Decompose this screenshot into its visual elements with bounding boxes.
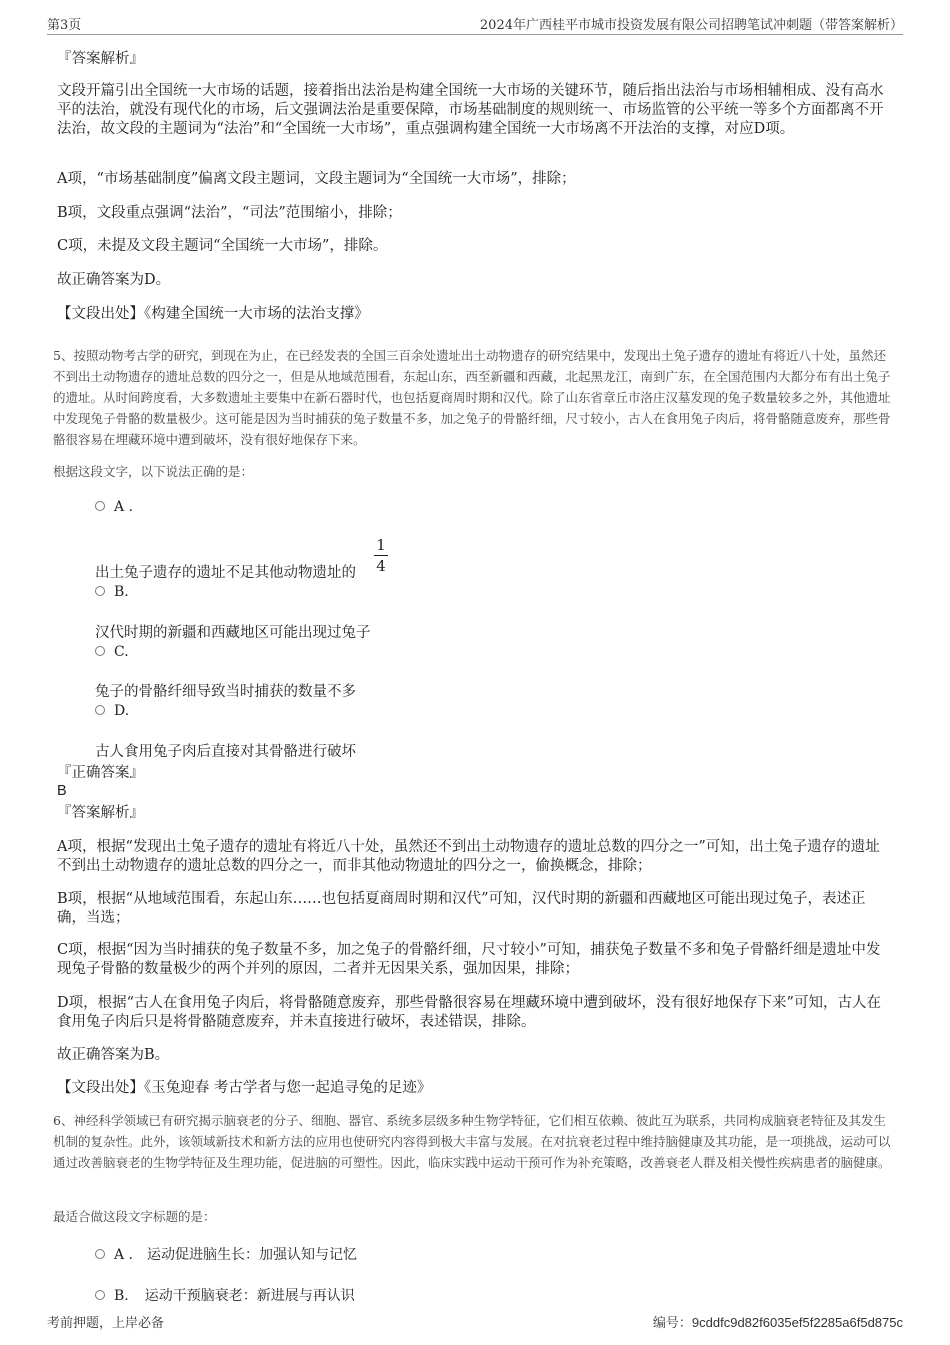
q5-analysis-a: A项，根据“发现出土兔子遗存的遗址有将近八十处，虽然还不到出土动物遗存的遗址总数的四分之一”可知，出土兔子遗存的遗址不到出土动物遗存的遗址总数的四分之一，而非其他动物遗址的四分之一，偷换概念，排除；	[57, 839, 880, 874]
q4-analysis-b: B项，文段重点强调“法治”，“司法”范围缩小，排除；	[57, 205, 402, 221]
document-code	[653, 1312, 903, 1331]
page-header	[47, 14, 903, 35]
option-letter: A .	[114, 499, 134, 515]
q5-option-b-text: 汉代时期的新疆和西藏地区可能出现过兔子	[95, 625, 371, 641]
code-label: 编号：	[652, 1316, 692, 1331]
q4-source: 【文段出处】《构建全国统一大市场的法治支撑》	[57, 306, 369, 322]
q5-analysis-c: C项，根据“因为当时捕获的兔子数量不多，加之兔子的骨骼纤细，尺寸较小”可知，捕获兔子数量不多和兔子骨骼纤细是遗址中发现兔子骨骼的数量极少的两个并列的原因，二者并无因果关系，强加因果，排除；	[57, 942, 881, 977]
q6-option-b-text: 运动干预脑衰老：新进展与再认识	[144, 1288, 355, 1304]
q6-option-a-text: 运动促进脑生长：加强认知与记忆	[147, 1247, 358, 1263]
q5-conclusion: 故正确答案为B。	[57, 1047, 170, 1063]
option-letter: B.	[114, 584, 129, 600]
q4-analysis-a: A项，“市场基础制度”偏离文段主题词，文段主题词为“全国统一大市场”，排除；	[57, 171, 576, 187]
q5-analysis-label: 『答案解析』	[57, 805, 144, 821]
q5-option-b[interactable]	[95, 584, 129, 600]
option-letter: B.	[114, 1288, 129, 1304]
radio-icon[interactable]	[95, 646, 105, 656]
q5-answer: B	[57, 783, 67, 799]
q5-stem: 5、按照动物考古学的研究，到现在为止，在已经发表的全国三百余处遗址出土动物遗存的研究结果中，发现出土兔子遗存的遗址有将近八十处，虽然还不到出土动物遗存的遗址总数的四分之一，但是从地域范围看，东起山东，西至新疆和西藏，北起黑龙江，南到广东，在全国范围内大都分布有出土兔子的遗址。从时间跨度看，大多数遗址主要集中在新石器时代，也包括夏商周时期和汉代。除了山东省章丘市洛庄汉墓发现的兔子数量较多之外，其他遗址中发现兔子骨骼的数量极少。这可能是因为当时捕获的兔子数量不多，加之兔子的骨骼纤细，尺寸较小，古人在食用兔子肉后，将骨骼随意废弃，那些骨骼很容易在埋藏环境中遭到破坏，没有很好地保存下来。	[53, 348, 891, 447]
radio-icon[interactable]	[95, 705, 105, 715]
option-letter: D.	[114, 703, 130, 719]
radio-icon[interactable]	[95, 1290, 105, 1300]
q6-option-b[interactable]	[95, 1285, 355, 1305]
code-value: 9cddfc9d82f6035ef5f2285a6f5d875c	[691, 1315, 903, 1330]
page-number: 第3页	[47, 18, 82, 33]
q5-option-d[interactable]	[95, 703, 129, 719]
q4-conclusion: 故正确答案为D。	[57, 272, 171, 288]
q4-analysis-c: C项，未提及文段主题词“全国统一大市场”，排除。	[57, 238, 388, 254]
radio-icon[interactable]	[95, 501, 105, 511]
footer-slogan: 考前押题，上岸必备	[47, 1316, 165, 1331]
q5-answer-label: 『正确答案』	[57, 765, 144, 781]
q5-prompt: 根据这段文字，以下说法正确的是：	[53, 464, 254, 479]
radio-icon[interactable]	[95, 586, 105, 596]
q5-option-d-text: 古人食用兔子肉后直接对其骨骼进行破坏	[95, 744, 356, 760]
fraction-one-quarter	[374, 536, 388, 575]
q5-analysis-b: B项，根据“从地域范围看，东起山东……也包括夏商周时期和汉代”可知，汉代时期的新疆和西藏地区可能出现过兔子，表述正确，当选；	[57, 891, 866, 926]
q5-source: 【文段出处】《玉兔迎春 考古学者与您一起追寻兔的足迹》	[57, 1080, 432, 1096]
q6-stem: 6、神经科学领域已有研究揭示脑衰老的分子、细胞、器官、系统多层级多种生物学特征，它们相互依赖、彼此互为联系，共同构成脑衰老特征及其发生机制的复杂性。此外，该领域新技术和新方法的应用也使研究内容得到极大丰富与发展。在对抗衰老过程中维持脑健康及其功能，是一项挑战，运动可以通过改善脑衰老的生物学特征及生理功能，促进脑的可塑性。因此，临床实践中运动干预可作为补充策略，改善衰老人群及相关慢性疾病患者的脑健康。	[53, 1113, 891, 1170]
q5-option-a[interactable]	[95, 499, 133, 515]
q5-analysis-d: D项，根据“古人在食用兔子肉后，将骨骼随意废弃，那些骨骼很容易在埋藏环境中遭到破坏，没有很好地保存下来”可知，古人在食用兔子肉后只是将骨骼随意废弃，并未直接进行破坏，表述错误，排除。	[57, 995, 881, 1030]
option-letter: C.	[114, 644, 129, 660]
q6-option-a[interactable]	[95, 1244, 357, 1264]
document-title: 2024年广西桂平市城市投资发展有限公司招聘笔试冲刺题（带答案解析）	[479, 18, 903, 33]
q4-analysis-text: 文段开篇引出全国统一大市场的话题，接着指出法治是构建全国统一大市场的关键环节，随后指出法治与市场相辅相成、没有高水平的法治，就没有现代化的市场，后文强调法治是重要保障，市场基础制度的规则统一、市场监管的公平统一等多个方面都离不开法治，故文段的主题词为“法治”和“全国统一大市场”，重点强调构建全国统一大市场离不开法治的支撑，对应D项。	[57, 83, 884, 137]
q5-option-a-text: 出土兔子遗存的遗址不足其他动物遗址的	[95, 565, 356, 581]
fraction-denominator: 4	[376, 557, 386, 575]
q6-prompt: 最适合做这段文字标题的是：	[53, 1209, 216, 1224]
radio-icon[interactable]	[95, 1249, 105, 1259]
fraction-numerator: 1	[374, 536, 388, 556]
q5-option-c[interactable]	[95, 644, 129, 660]
option-letter: A .	[114, 1247, 134, 1263]
q5-option-c-text: 兔子的骨骼纤细导致当时捕获的数量不多	[95, 684, 356, 700]
q4-analysis-label: 『答案解析』	[57, 51, 144, 67]
